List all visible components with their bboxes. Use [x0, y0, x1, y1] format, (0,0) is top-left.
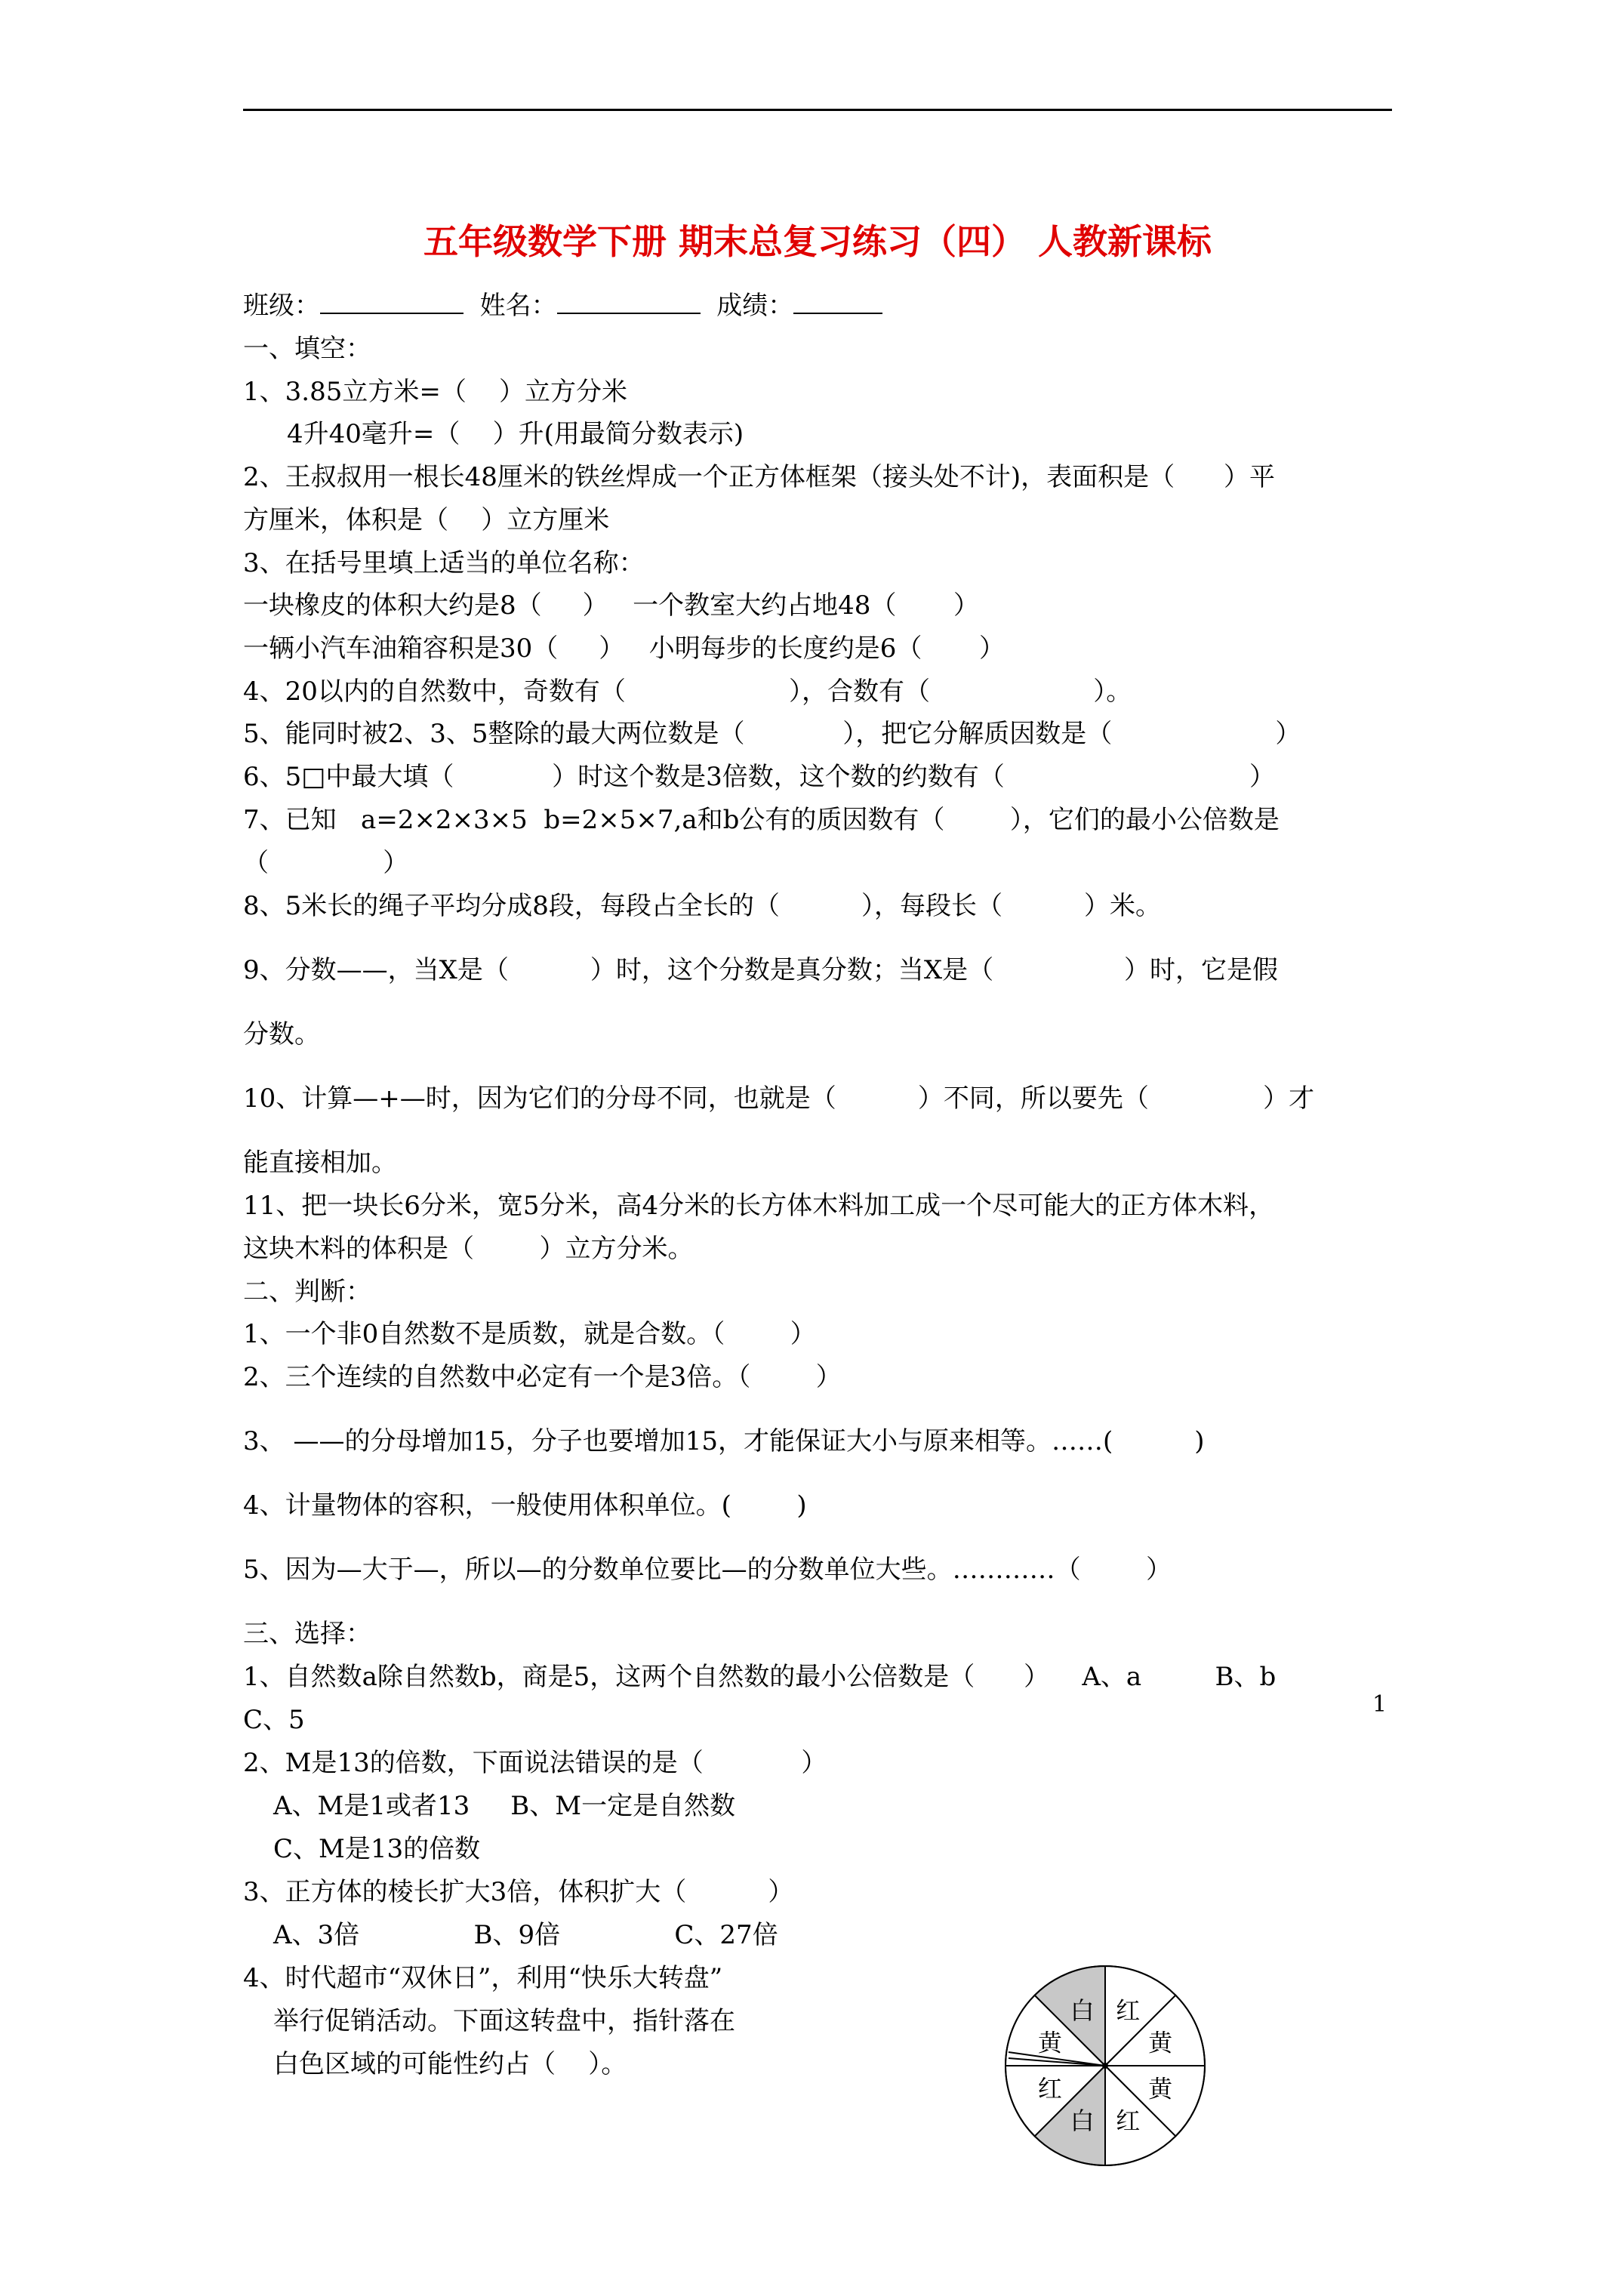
question-line: 举行促销活动。下面这转盘中，指针落在	[273, 2006, 735, 2036]
question-line: 一块橡皮的体积大约是8（ ） 一个教室大约占地48（ ）	[243, 590, 980, 621]
lucky-spinner-wheel	[1002, 1963, 1208, 2168]
question-line: 5、因为—大于—，所以—的分数单位要比—的分数单位大些。…………（ ）	[243, 1555, 1172, 1585]
spinner-segment-label: 黄	[1148, 2028, 1173, 2057]
section-2-heading: 二、判断：	[243, 1277, 371, 1307]
question-line: 3、在括号里填上适当的单位名称：	[243, 548, 645, 578]
question-line: 4升40毫升=（ ）升(用最简分数表示)	[287, 419, 744, 449]
spinner-segment-label: 红	[1037, 2074, 1062, 2103]
page-title: 五年级数学下册 期末总复习练习（四） 人教新课标	[423, 221, 1212, 262]
question-line: 2、M是13的倍数，下面说法错误的是（ ）	[243, 1748, 827, 1778]
spinner-segment-label: 白	[1070, 1996, 1095, 2025]
section-1-heading: 一、填空：	[243, 334, 371, 364]
option-line: A、3倍 B、9倍 C、27倍	[273, 1920, 778, 1950]
question-line: 6、5□中最大填（ ）时这个数是3倍数，这个数的约数有（ ）	[243, 762, 1275, 792]
question-line: 2、三个连续的自然数中必定有一个是3倍。（ ）	[243, 1362, 842, 1392]
question-line: 4、时代超市“双休日”，利用“快乐大转盘”	[243, 1963, 723, 1993]
question-line: （ ）	[243, 848, 409, 878]
question-line: 9、分数——，当X是（ ）时，这个分数是真分数；当X是（ ）时，它是假	[243, 955, 1279, 985]
spinner-segment-label: 黄	[1037, 2028, 1062, 2057]
option-line: A、M是1或者13 B、M一定是自然数	[273, 1791, 736, 1821]
section-3-heading: 三、选择：	[243, 1619, 371, 1649]
question-line: C、5	[243, 1705, 305, 1735]
question-line: 方厘米，体积是（ ）立方厘米	[243, 505, 610, 535]
question-line: 分数。	[243, 1019, 320, 1049]
question-line: 4、计量物体的容积，一般使用体积单位。( )	[243, 1490, 807, 1521]
question-line: 1、一个非0自然数不是质数，就是合数。（ ）	[243, 1319, 816, 1349]
question-line: 3、 ——的分母增加15，分子也要增加15，才能保证大小与原来相等。……( )	[243, 1426, 1205, 1456]
question-line: 7、已知 a=2×2×3×5 b=2×5×7,a和b公有的质因数有（ ），它们的最小公倍数是	[243, 805, 1280, 835]
spinner-segment-label: 红	[1116, 2106, 1141, 2136]
question-line: 白色区域的可能性约占（ ）。	[273, 2049, 627, 2079]
question-line: 5、能同时被2、3、5整除的最大两位数是（ ），把它分解质因数是（ ）	[243, 719, 1301, 749]
question-line: 1、3.85立方米=（ ）立方分米	[243, 377, 628, 407]
question-line: 1、自然数a除自然数b，商是5，这两个自然数的最小公倍数是（ ） A、a B、b	[243, 1662, 1277, 1692]
question-line: 11、把一块长6分米，宽5分米，高4分米的长方体木料加工成一个尽可能大的正方体木料，	[243, 1191, 1275, 1221]
spinner-segment-label: 白	[1070, 2106, 1095, 2136]
spinner-segment-label: 红	[1116, 1996, 1141, 2025]
question-line: 10、计算—+—时，因为它们的分母不同，也就是（ ）不同，所以要先（ ）才	[243, 1083, 1315, 1114]
question-line: 这块木料的体积是（ ）立方分米。	[243, 1234, 694, 1264]
page-number: 1	[1372, 1691, 1387, 1718]
question-line: 8、5米长的绳子平均分成8段，每段占全长的（ ），每段长（ ）米。	[243, 891, 1162, 921]
header-rule	[243, 109, 1392, 111]
question-line: 一辆小汽车油箱容积是30（ ） 小明每步的长度约是6（ ）	[243, 633, 1006, 664]
question-line: 能直接相加。	[243, 1148, 397, 1178]
question-line: 2、王叔叔用一根长48厘米的铁丝焊成一个正方体框架（接头处不计)，表面积是（ ）平	[243, 462, 1276, 492]
header-info-line: 班级： 姓名： 成绩：	[243, 293, 882, 319]
question-line: 3、正方体的棱长扩大3倍，体积扩大（ ）	[243, 1877, 794, 1907]
option-line: C、M是13的倍数	[273, 1834, 481, 1864]
spinner-segment-label: 黄	[1148, 2074, 1173, 2103]
question-line: 4、20以内的自然数中，奇数有（ ），合数有（ ）。	[243, 676, 1132, 707]
